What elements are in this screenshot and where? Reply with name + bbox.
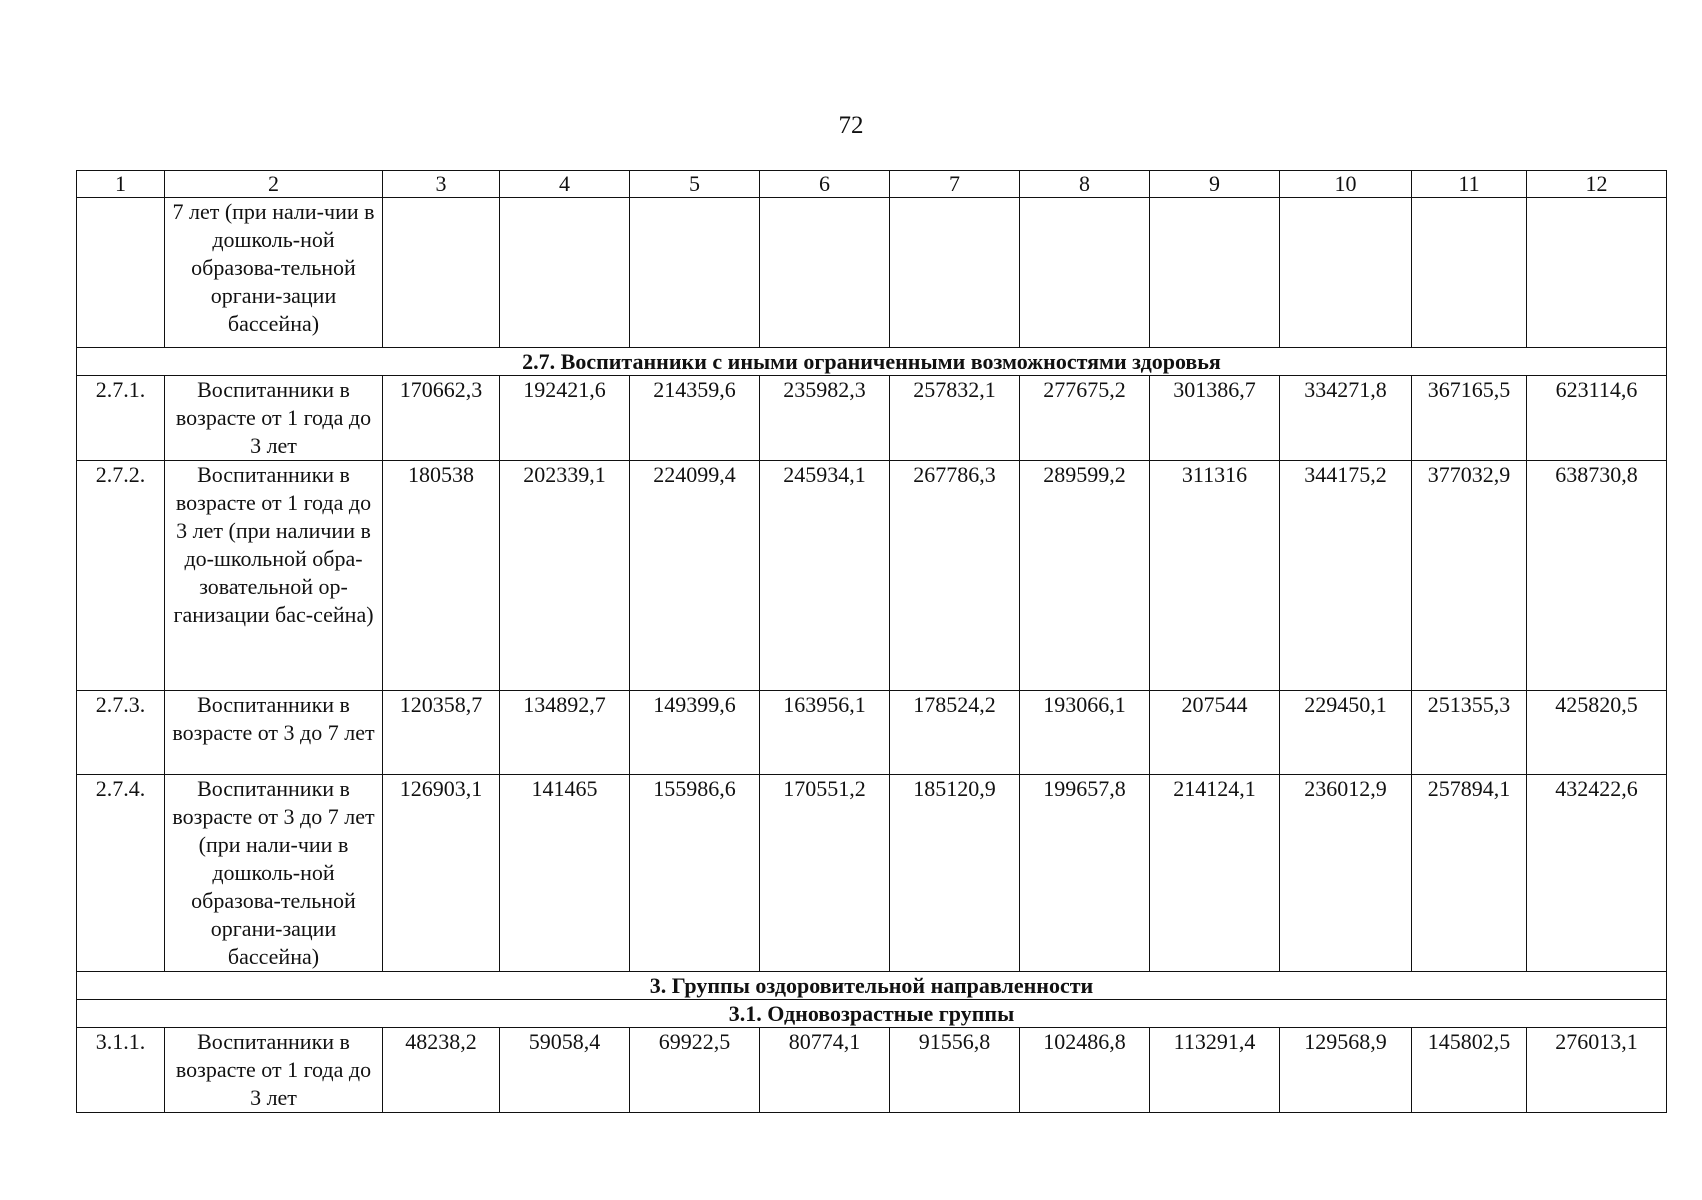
value-cell [1280, 198, 1412, 348]
row-number: 2.7.3. [77, 691, 165, 775]
column-number: 7 [890, 171, 1020, 198]
value-cell: 48238,2 [383, 1028, 500, 1113]
section-row [77, 972, 1667, 1000]
value-cell: 149399,6 [630, 691, 760, 775]
value-cell: 170662,3 [383, 376, 500, 461]
value-cell: 245934,1 [760, 461, 890, 691]
value-cell: 80774,1 [760, 1028, 890, 1113]
value-cell: 334271,8 [1280, 376, 1412, 461]
row-number: 2.7.4. [77, 775, 165, 972]
value-cell: 301386,7 [1150, 376, 1280, 461]
section-title: 3.1. Одновозрастные группы [77, 1000, 1667, 1028]
value-cell: 251355,3 [1412, 691, 1527, 775]
value-cell: 178524,2 [890, 691, 1020, 775]
value-cell: 235982,3 [760, 376, 890, 461]
value-cell: 224099,4 [630, 461, 760, 691]
table-row [77, 198, 1667, 348]
row-number [77, 198, 165, 348]
value-cell: 192421,6 [500, 376, 630, 461]
column-number: 5 [630, 171, 760, 198]
value-cell: 229450,1 [1280, 691, 1412, 775]
value-cell: 207544 [1150, 691, 1280, 775]
column-number: 9 [1150, 171, 1280, 198]
value-cell: 141465 [500, 775, 630, 972]
row-label: Воспитанники в возрасте от 1 года до 3 лет [165, 1028, 383, 1113]
column-number: 4 [500, 171, 630, 198]
value-cell: 113291,4 [1150, 1028, 1280, 1113]
value-cell: 163956,1 [760, 691, 890, 775]
table-row [77, 775, 1667, 972]
section-title: 2.7. Воспитанники с иными ограниченными возможностями здоровья [77, 348, 1667, 376]
value-cell: 289599,2 [1020, 461, 1150, 691]
tariff-table [76, 170, 1667, 1113]
column-number: 6 [760, 171, 890, 198]
value-cell: 425820,5 [1527, 691, 1667, 775]
value-cell: 377032,9 [1412, 461, 1527, 691]
value-cell [383, 198, 500, 348]
row-label: Воспитанники в возрасте от 1 года до 3 лет [165, 376, 383, 461]
value-cell [1150, 198, 1280, 348]
section-title: 3. Группы оздоровительной направленности [77, 972, 1667, 1000]
value-cell: 277675,2 [1020, 376, 1150, 461]
table-row [77, 1028, 1667, 1113]
value-cell: 129568,9 [1280, 1028, 1412, 1113]
value-cell: 623114,6 [1527, 376, 1667, 461]
table-row [77, 461, 1667, 691]
value-cell: 145802,5 [1412, 1028, 1527, 1113]
value-cell [1020, 198, 1150, 348]
value-cell: 193066,1 [1020, 691, 1150, 775]
value-cell: 120358,7 [383, 691, 500, 775]
value-cell [500, 198, 630, 348]
value-cell [1412, 198, 1527, 348]
table-row [77, 376, 1667, 461]
value-cell: 367165,5 [1412, 376, 1527, 461]
row-label: Воспитанники в возрасте от 3 до 7 лет [165, 691, 383, 775]
row-label: 7 лет (при нали-чии в дошколь-ной образова-тельной органи-зации бассейна) [165, 198, 383, 348]
value-cell: 267786,3 [890, 461, 1020, 691]
table-row [77, 691, 1667, 775]
value-cell: 102486,8 [1020, 1028, 1150, 1113]
value-cell: 199657,8 [1020, 775, 1150, 972]
value-cell: 180538 [383, 461, 500, 691]
value-cell [890, 198, 1020, 348]
value-cell: 59058,4 [500, 1028, 630, 1113]
value-cell: 134892,7 [500, 691, 630, 775]
column-number: 11 [1412, 171, 1527, 198]
value-cell: 91556,8 [890, 1028, 1020, 1113]
row-number: 3.1.1. [77, 1028, 165, 1113]
value-cell: 126903,1 [383, 775, 500, 972]
section-row [77, 348, 1667, 376]
value-cell: 257832,1 [890, 376, 1020, 461]
value-cell: 214124,1 [1150, 775, 1280, 972]
value-cell: 170551,2 [760, 775, 890, 972]
value-cell: 155986,6 [630, 775, 760, 972]
value-cell: 185120,9 [890, 775, 1020, 972]
value-cell: 69922,5 [630, 1028, 760, 1113]
value-cell: 257894,1 [1412, 775, 1527, 972]
value-cell: 432422,6 [1527, 775, 1667, 972]
value-cell: 344175,2 [1280, 461, 1412, 691]
value-cell: 236012,9 [1280, 775, 1412, 972]
row-number: 2.7.2. [77, 461, 165, 691]
value-cell [630, 198, 760, 348]
column-number: 1 [77, 171, 165, 198]
row-number: 2.7.1. [77, 376, 165, 461]
value-cell: 638730,8 [1527, 461, 1667, 691]
column-number: 3 [383, 171, 500, 198]
value-cell [1527, 198, 1667, 348]
column-number: 12 [1527, 171, 1667, 198]
column-number-row [77, 171, 1667, 198]
row-label: Воспитанники в возрасте от 3 до 7 лет (при нали-чии в дошколь-ной образова-тельной органи-зации бассейна) [165, 775, 383, 972]
section-row [77, 1000, 1667, 1028]
column-number: 2 [165, 171, 383, 198]
page-number: 72 [838, 112, 864, 139]
column-number: 10 [1280, 171, 1412, 198]
row-label: Воспитанники в возрасте от 1 года до 3 лет (при наличии в до-школьной обра-зовательной ор-ганизации бас-сейна) [165, 461, 383, 691]
value-cell: 214359,6 [630, 376, 760, 461]
column-number: 8 [1020, 171, 1150, 198]
value-cell: 276013,1 [1527, 1028, 1667, 1113]
value-cell [760, 198, 890, 348]
value-cell: 202339,1 [500, 461, 630, 691]
value-cell: 311316 [1150, 461, 1280, 691]
